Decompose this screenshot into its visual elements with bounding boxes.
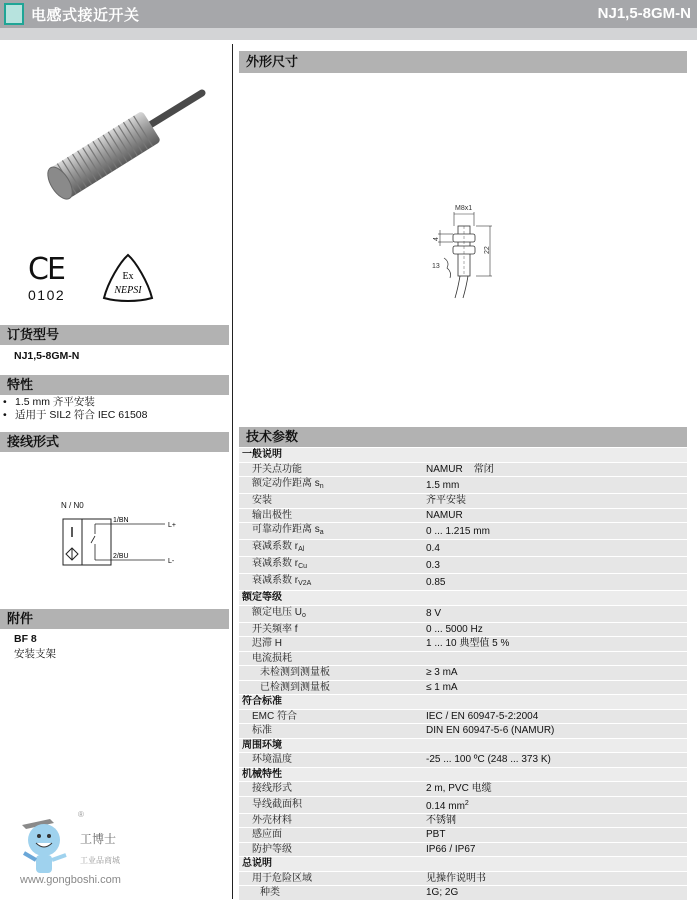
spec-row: [239, 681, 687, 695]
spec-key-text: 标准: [252, 725, 272, 737]
spec-row: [239, 463, 687, 477]
spec-value: [426, 843, 687, 857]
spec-key: [239, 710, 426, 724]
spec-value-text: ≤ 1 mA: [426, 681, 458, 693]
spec-key: [239, 463, 426, 477]
watermark-sub: 工业品商城: [80, 856, 120, 865]
spec-value: [426, 724, 687, 738]
spec-value: [426, 828, 687, 842]
spec-row: [239, 623, 687, 637]
spec-key-text: 已检测到测量板: [260, 681, 330, 693]
spec-row: [239, 652, 687, 666]
spec-key-text: EMC 符合: [252, 710, 297, 722]
spec-value-text: 0.85: [426, 576, 446, 588]
spec-value: [426, 557, 687, 573]
spec-value-text: IP66 / IP67: [426, 843, 476, 855]
spec-key: [239, 494, 426, 508]
spec-row: [239, 574, 687, 590]
spec-key-subscript: Cu: [298, 563, 308, 570]
spec-row: [239, 494, 687, 508]
spec-value: [426, 710, 687, 724]
tech-specs-table: [239, 447, 687, 901]
spec-value-text: 0.4: [426, 542, 440, 554]
spec-key-text: 额定电压 U: [252, 606, 302, 618]
spec-key: [239, 872, 426, 886]
features-list: [0, 396, 147, 422]
spec-row: [239, 710, 687, 724]
spec-key-text: 接线形式: [252, 783, 292, 795]
ce-mark-icon: CE: [28, 252, 64, 287]
order-code-heading: 订货型号: [0, 325, 229, 345]
spec-key-subscript: a: [319, 529, 324, 536]
spec-row: [239, 637, 687, 651]
spec-row: [239, 797, 687, 813]
page-title: 电感式接近开关: [31, 7, 140, 24]
spec-value: [426, 666, 687, 680]
spec-group-title: 周围环境: [239, 739, 687, 753]
spec-value-text: 2 m, PVC 电缆: [426, 783, 492, 795]
spec-key: [239, 753, 426, 767]
spec-key: [239, 886, 426, 900]
spec-key-text: 额定动作距离 s: [252, 478, 320, 489]
spec-row: [239, 886, 687, 900]
spec-row: [239, 606, 687, 622]
spec-group-title: 额定等级: [239, 591, 687, 605]
spec-key: [239, 509, 426, 523]
spec-key: [239, 540, 426, 556]
model-number: NJ1,5-8GM-N: [597, 5, 691, 22]
spec-value: [426, 637, 687, 651]
spec-key: [239, 797, 426, 813]
spec-key: [239, 477, 426, 493]
spec-key-text: 外壳材料: [252, 814, 292, 826]
spec-row: [239, 540, 687, 556]
spec-row: [239, 828, 687, 842]
sub-bar: [0, 28, 697, 40]
spec-value: [426, 509, 687, 523]
spec-value-text: -25 ... 100 ºC (248 ... 373 K): [426, 754, 551, 766]
spec-row: [239, 666, 687, 680]
spec-key: [239, 523, 426, 539]
spec-group-header: [239, 695, 687, 709]
spec-key-text: 未检测到测量板: [260, 667, 330, 679]
spec-value-text: 齐平安装: [426, 495, 466, 507]
l-minus-label: L-: [168, 558, 175, 565]
spec-key: [239, 724, 426, 738]
spec-row: [239, 753, 687, 767]
spec-key-text: 衰减系数 r: [252, 541, 299, 552]
wire2-label: 2/BU: [113, 553, 129, 560]
nepsi-text: NEPSI: [114, 285, 142, 296]
connection-type-label: N / N0: [61, 501, 84, 510]
ce-certification: [28, 252, 78, 303]
spec-key-text: 电流损耗: [252, 652, 292, 664]
spec-key-text: 衰减系数 r: [252, 558, 299, 569]
spec-row: [239, 557, 687, 573]
ce-number: 0102: [28, 287, 66, 303]
spec-key-text: 感应面: [252, 829, 282, 841]
spec-key: [239, 814, 426, 828]
spec-value: [426, 753, 687, 767]
spec-row: [239, 872, 687, 886]
spec-value-text: 1 ... 10 典型值 5 %: [426, 638, 510, 650]
spec-value: [426, 606, 687, 622]
spec-value-text: 1.5 mm: [426, 479, 460, 491]
spec-value-text: 见操作说明书: [426, 872, 486, 884]
spec-value: [426, 574, 687, 590]
spec-key: [239, 637, 426, 651]
spec-value-text: ≥ 3 mA: [426, 667, 458, 679]
spec-value: [426, 540, 687, 556]
thread-label: M8x1: [455, 205, 473, 212]
spec-group-header: [239, 739, 687, 753]
order-code-value: NJ1,5-8GM-N: [14, 350, 80, 362]
spec-value-text: DIN EN 60947-5-6 (NAMUR): [426, 725, 555, 737]
accessory-name: BF 8: [14, 633, 37, 645]
spec-value: [426, 623, 687, 637]
spec-group-header: [239, 448, 687, 462]
spec-key: [239, 828, 426, 842]
accessory-description: 安装支架: [14, 648, 56, 660]
spec-value: [426, 797, 687, 813]
spec-value: [426, 782, 687, 796]
spec-group-header: [239, 591, 687, 605]
spec-key-subscript: Al: [298, 546, 305, 553]
ex-text: Ex: [122, 271, 134, 282]
spec-key-text: 导线截面积: [252, 799, 302, 810]
spec-value: [426, 886, 687, 900]
spec-key: [239, 782, 426, 796]
spec-row: [239, 477, 687, 493]
spec-key: [239, 652, 426, 666]
spec-value-superscript: 2: [464, 799, 469, 807]
spec-row: [239, 523, 687, 539]
connection-heading: 接线形式: [0, 432, 229, 452]
watermark-brand: 工博士: [80, 832, 117, 846]
spec-group-title: 机械特性: [239, 768, 687, 782]
spec-value-text: 0.3: [426, 559, 440, 571]
spec-key-text: 开关频率 f: [252, 623, 298, 635]
spec-key: [239, 574, 426, 590]
spec-group-header: [239, 857, 687, 871]
spec-key-text: 迟滞 H: [252, 638, 282, 650]
spec-key-text: 输出极性: [252, 509, 292, 521]
spec-value: [426, 523, 687, 539]
spec-value-text: 1G; 2G: [426, 887, 459, 899]
spec-value: [426, 477, 687, 493]
spec-key-text: 可靠动作距离 s: [252, 524, 320, 535]
spec-key-subscript: o: [302, 611, 306, 619]
product-photo: [30, 55, 210, 215]
wire1-label: 1/BN: [113, 517, 129, 524]
spec-row: [239, 843, 687, 857]
spec-value: [426, 494, 687, 508]
spec-key: [239, 623, 426, 637]
spec-key-text: 衰减系数 r: [252, 575, 299, 586]
nut-height-label: 4: [433, 237, 440, 241]
spec-group-title: 符合标准: [239, 695, 687, 709]
spec-key-subscript: n: [319, 483, 324, 490]
spec-value: [426, 463, 687, 477]
spec-key-subscript: V2A: [298, 580, 312, 587]
spec-key-text: 用于危险区域: [252, 872, 312, 884]
watermark-url: www.gongboshi.com: [20, 874, 121, 886]
spec-value: [426, 652, 687, 666]
spec-value-text: 0 ... 1.215 mm: [426, 525, 490, 537]
spec-value-text: 不锈钢: [426, 814, 456, 826]
spec-value-text: 8 V: [426, 608, 442, 619]
spec-group-title: 总说明: [239, 857, 687, 871]
spec-value-text: PBT: [426, 829, 446, 841]
column-divider: [232, 44, 233, 899]
dimension-drawing: [420, 196, 500, 300]
spec-value-text: 0.14 mm: [426, 800, 465, 812]
wiring-diagram: [55, 510, 185, 590]
dimensions-heading: 外形尺寸: [239, 51, 687, 73]
spec-key-text: 安装: [252, 495, 272, 507]
spec-key: [239, 843, 426, 857]
spec-key: [239, 681, 426, 695]
spec-value-text: NAMUR: [426, 509, 463, 521]
spec-row: [239, 724, 687, 738]
spec-value: [426, 872, 687, 886]
features-heading: 特性: [0, 375, 229, 395]
spec-key: [239, 557, 426, 573]
spec-group-title: 一般说明: [239, 448, 687, 462]
spec-group-header: [239, 768, 687, 782]
feature-item: • 适用于 SIL2 符合 IEC 61508: [0, 409, 147, 422]
spec-value-text: 0 ... 5000 Hz: [426, 623, 483, 635]
spec-value-text: NAMUR 常闭: [426, 463, 494, 475]
spec-row: [239, 509, 687, 523]
header-bar: [0, 0, 697, 28]
svg-text:®: ®: [78, 810, 84, 819]
tech-specs-heading: 技术参数: [239, 427, 687, 447]
spec-key-text: 环境温度: [252, 754, 292, 766]
spec-key: [239, 606, 426, 622]
spec-value: [426, 814, 687, 828]
spec-row: [239, 782, 687, 796]
brand-square-icon: [4, 3, 24, 25]
wrench-label: 13: [432, 263, 440, 270]
feature-item: • 1.5 mm 齐平安装: [0, 396, 147, 409]
spec-value-text: IEC / EN 60947-5-2:2004: [426, 710, 539, 722]
accessories-heading: 附件: [0, 609, 229, 629]
gongboshi-watermark: [10, 805, 150, 890]
spec-key-text: 防护等级: [252, 843, 292, 855]
length-label: 22: [484, 246, 491, 254]
spec-key-text: 种类: [260, 887, 280, 899]
l-plus-label: L+: [168, 522, 176, 529]
spec-value: [426, 681, 687, 695]
spec-key: [239, 666, 426, 680]
nepsi-ex-icon: [100, 252, 156, 306]
spec-row: [239, 814, 687, 828]
spec-key-text: 开关点功能: [252, 463, 302, 475]
